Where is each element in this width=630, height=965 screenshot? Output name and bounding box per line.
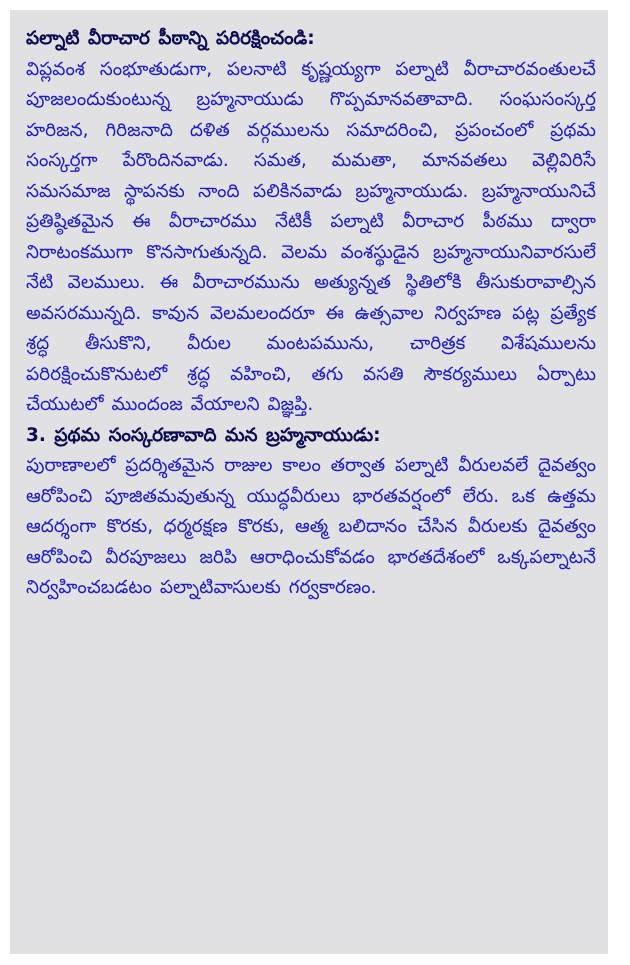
paragraph-1: విప్లవంశ సంభూతుడుగా, పలనాటి కృష్ణయ్యగా పల్నాటి వీరాచారవంతులచే పూజలందుకుంటున్న బ్రహ్మనాయుడు గొప్పమానవతావాది. సంఘసంస్కర్త హరిజన, గిరిజనాది దళిత వర్గములను సమాదరించి, ప్రపంచంలో ప్రథమ సంస్కర్తగా పేరొందినవాడు. సమత, మమతా, మానవతలు వెల్లివిరిసే సమసమాజ స్థాపనకు నాంది పలికినవాడు బ్రహ్మనాయుడు. బ్రహ్మనాయునిచే ప్రతిష్ఠితమైన ఈ వీరాచారము నేటికీ పల్నాటి వీరాచార పీఠము ద్వారా నిరాటంకముగా కొనసాగుతున్నది. వెలమ వంశస్థుడైన బ్రహ్మనాయునివారసులే నేటి వెలములు. ఈ వీరాచారమును అత్యున్నత స్థితిలోకి తీసుకురావాల్సిన అవసరమున్నది. కావున వెలమలందరూ ఈ ఉత్సవాల నిర్వహణ పట్ల ప్రత్యేక శ్రద్ధ తీసుకొని, వీరుల మంటపమును, చారిత్రక విశేషములను పరిరక్షించుకొనుటలో శ్రద్ధ వహించి, తగు వసతి సౌకర్యములు ఏర్పాటు చేయుటలో ముందంజ వేయాలని విజ్ఞప్తి. bbox=[26, 58, 596, 415]
section-heading-1: పల్నాటి వీరాచార పీఠాన్ని పరిరక్షించండి: bbox=[26, 28, 315, 49]
section-heading-2: 3. ప్రథమ సంస్కరణావాది మన బ్రహ్మనాయుడు: bbox=[26, 424, 381, 446]
document-page bbox=[10, 10, 608, 954]
paragraph-2: పురాణాలలో ప్రదర్శితమైన రాజుల కాలం తర్వాత పల్నాటి వీరులవలే దైవత్వం ఆరోపించి పూజితమవుతున్న యుద్ధవీరులు భారతవర్షంలో లేరు. ఒక ఉత్తమ ఆదర్శంగా కొరకు, ధర్మరక్షణ కొరకు, ఆత్మ బలిదానం చేసిన వీరులకు దైవత్వం ఆరోపించి వీరపూజలు జరిపి ఆరాధించుకోవడం భారతదేశంలో ఒక్కపల్నాటనే నిర్వహించబడటం పల్నాటివాసులకు గర్వకారణం. bbox=[26, 455, 596, 598]
